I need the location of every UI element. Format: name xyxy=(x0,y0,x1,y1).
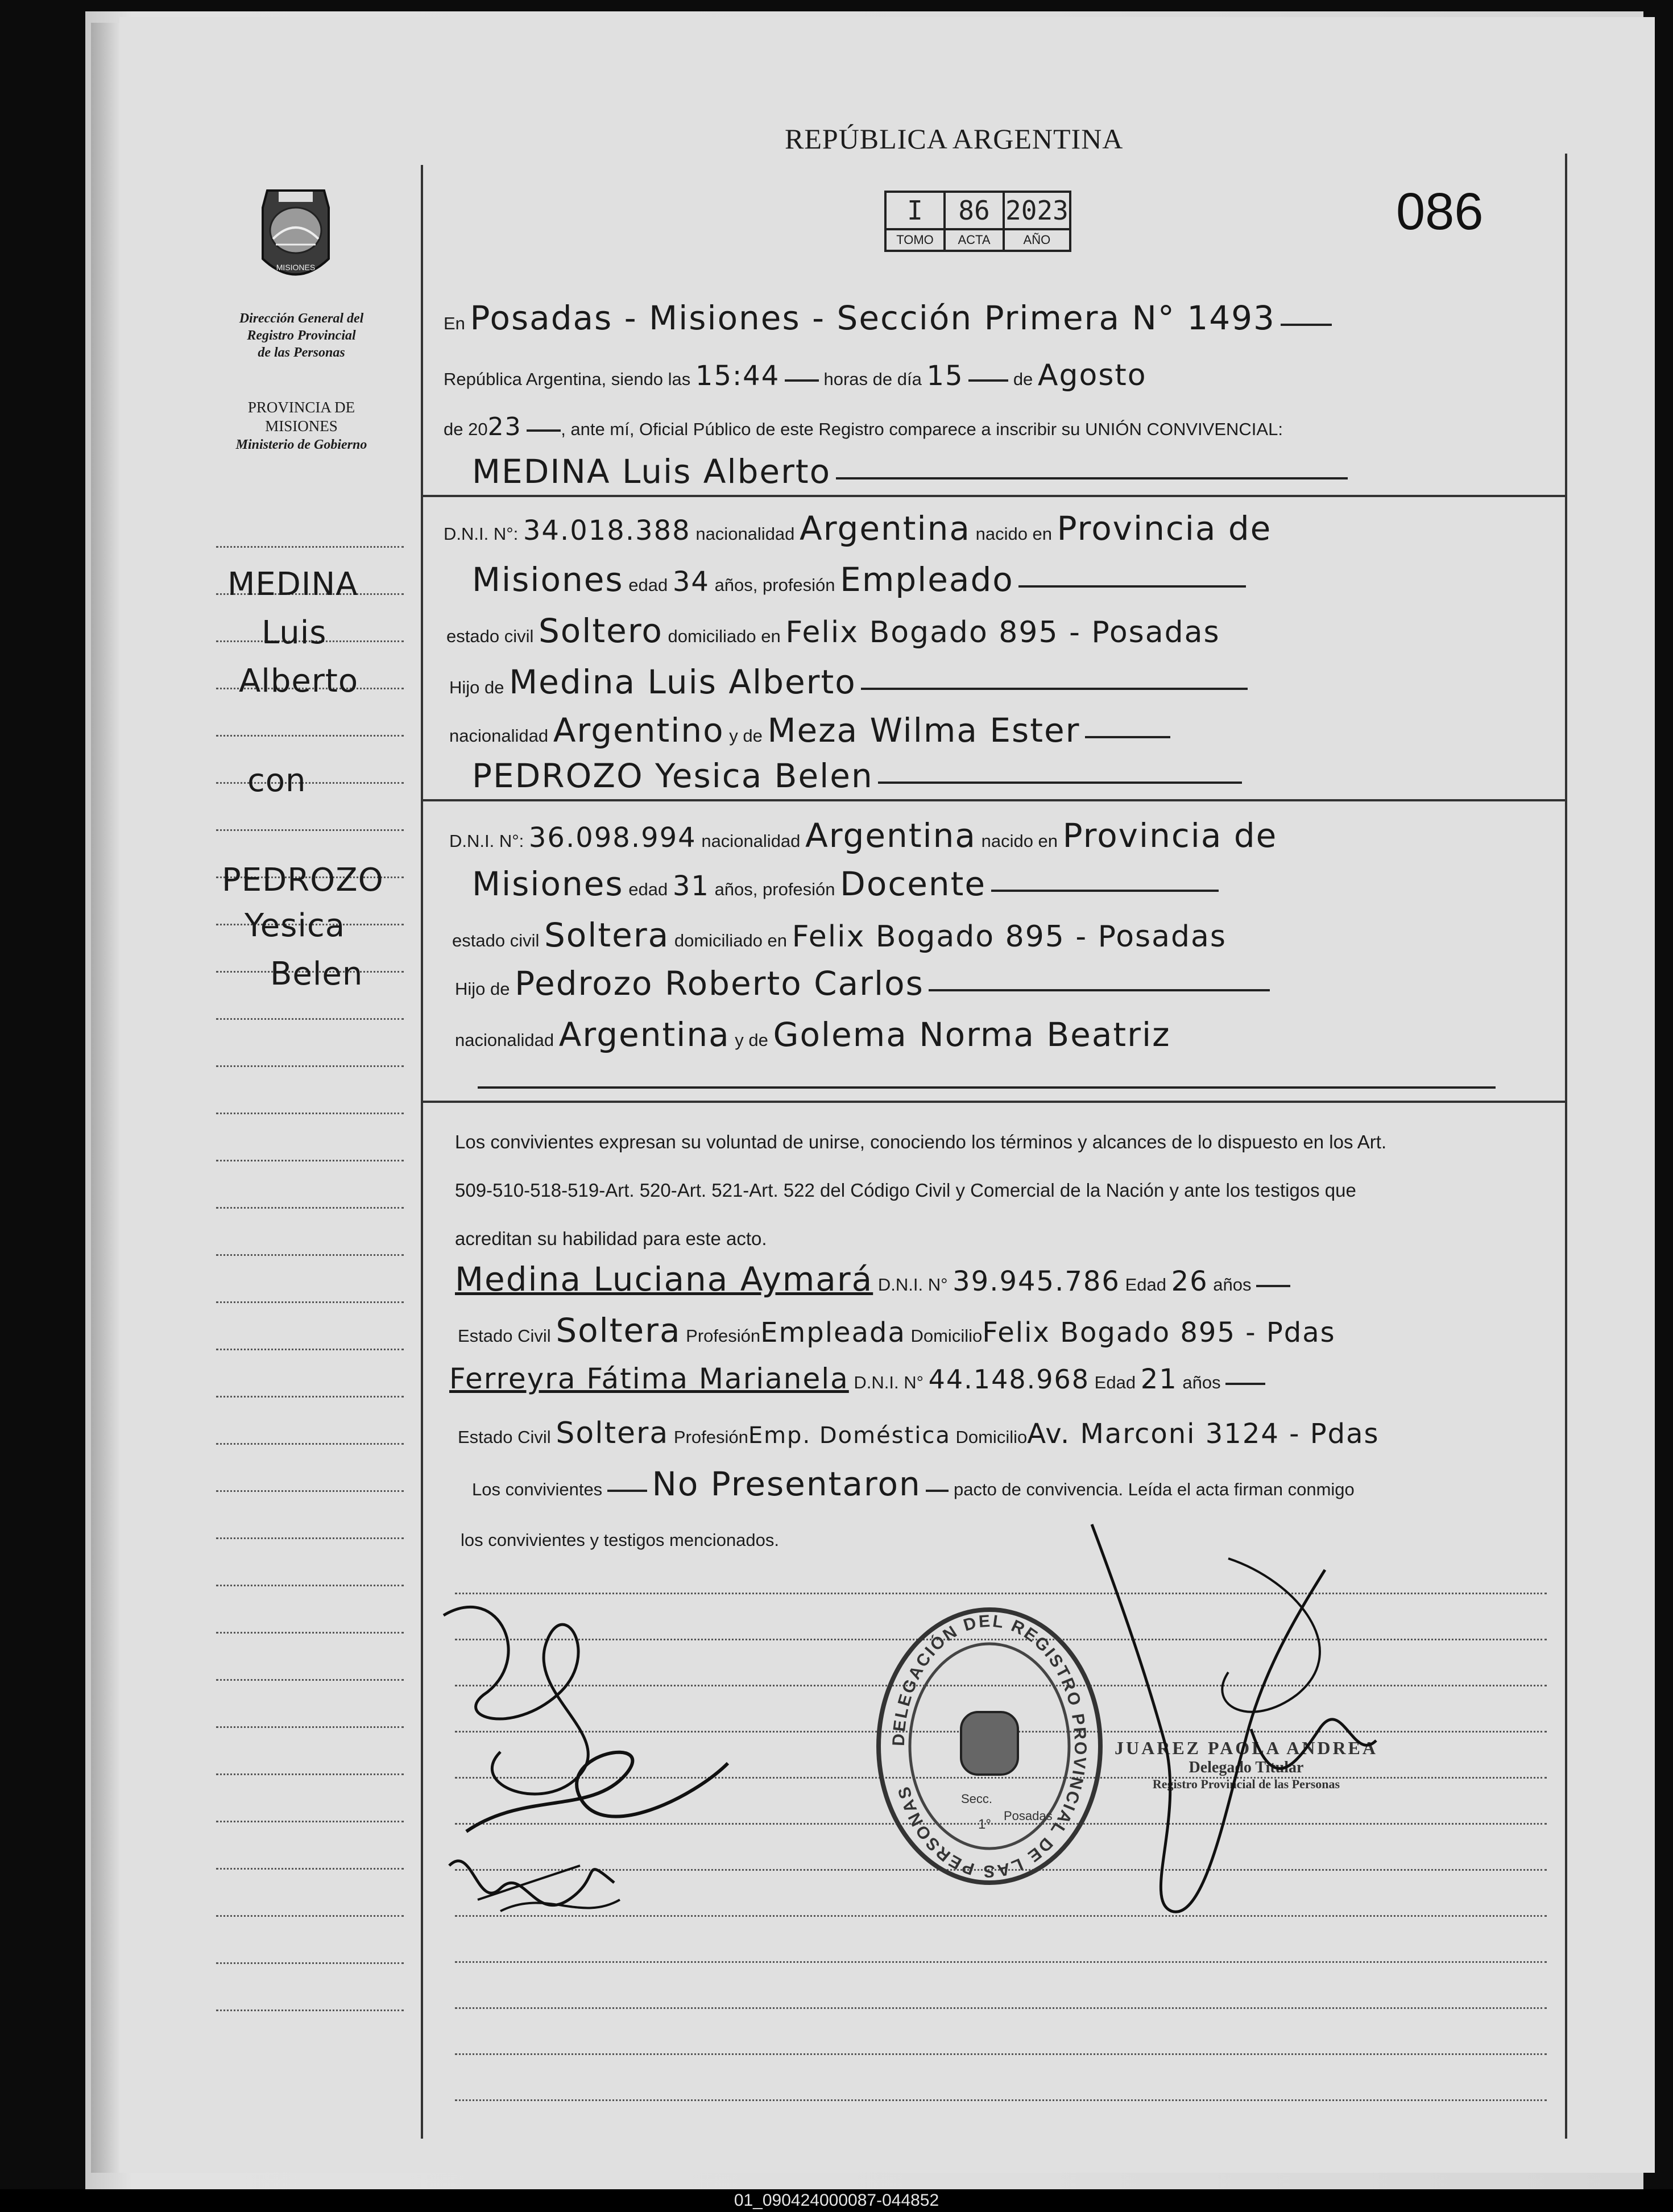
declaration-line-3: acreditan su habilidad para este acto. xyxy=(455,1228,767,1249)
party2-dni-label: D.N.I. N°: xyxy=(449,831,524,851)
year-suffix: 23 xyxy=(487,412,522,441)
margin-name-2a: PEDROZO xyxy=(222,862,384,899)
acta-label: ACTA xyxy=(945,229,1004,251)
witness2-anios-label: años xyxy=(1182,1372,1221,1392)
margin-lines xyxy=(216,546,404,2057)
republica-label: República Argentina, siendo las xyxy=(444,369,691,389)
tomo-label: TOMO xyxy=(885,229,945,251)
agency-line-1: Dirección General del xyxy=(239,311,364,326)
official-name: JUAREZ PAOLA ANDREA xyxy=(1115,1738,1378,1758)
party2-estado-row xyxy=(452,916,1227,954)
intro-time-row xyxy=(444,358,1147,392)
witness1-row xyxy=(455,1260,1290,1299)
party1-estado-row xyxy=(446,611,1220,650)
register-box xyxy=(884,191,1071,252)
party1-hijo-label: Hijo de xyxy=(449,677,504,697)
party2-closing-line xyxy=(478,1086,1496,1089)
party1-profesion: Empleado xyxy=(840,560,1014,599)
record-number: 086 xyxy=(1396,183,1484,241)
party2-hijo-row xyxy=(455,964,1270,1003)
witness1-edad-label: Edad xyxy=(1125,1275,1166,1295)
party2-nacido-label: nacido en xyxy=(981,831,1058,851)
party1-name-row xyxy=(472,452,1348,491)
party2-nacido: Provincia de xyxy=(1062,816,1278,855)
witness1-dni-label: D.N.I. N° xyxy=(877,1275,948,1295)
witness1-name: Medina Luciana Aymará xyxy=(455,1260,873,1299)
party1-domicilio: Felix Bogado 895 - Posadas xyxy=(785,615,1220,650)
party1-nac-label: nacionalidad xyxy=(695,524,795,544)
party1-yde-label: y de xyxy=(729,726,763,746)
declaration-line-1: Los convivientes expresan su voluntad de unirse, conociendo los términos y alcances de lo dispuesto en los Art. xyxy=(455,1131,1387,1152)
party-signatures-icon xyxy=(432,1547,751,1945)
party1-anios-label: años, profesión xyxy=(714,575,835,595)
party2-domicilio: Felix Bogado 895 - Posadas xyxy=(792,920,1227,954)
party2-edad-label: edad xyxy=(628,879,668,899)
province-line-2: MISIONES xyxy=(265,417,338,435)
party2-madre-row xyxy=(455,1015,1171,1054)
party2-dni-row xyxy=(449,816,1277,855)
witness1-domicilio-label: Domicilio xyxy=(910,1326,983,1346)
agency-line-2: Registro Provincial xyxy=(247,328,356,343)
party2-nacionalidad: Argentina xyxy=(805,816,976,855)
seal-inner-right: Posadas xyxy=(1004,1809,1053,1823)
intro-place-row xyxy=(444,299,1332,337)
horas-label: horas de día xyxy=(823,369,922,389)
section-divider-1 xyxy=(422,495,1566,497)
party2-padre: Pedrozo Roberto Carlos xyxy=(515,964,924,1003)
official-role: Delegado Titular xyxy=(1189,1759,1304,1776)
party2-nacido2: Misiones xyxy=(472,865,624,903)
margin-name-1a: MEDINA xyxy=(227,566,358,603)
party1-edad: 34 xyxy=(672,566,710,598)
party1-nacionalidad: Argentina xyxy=(800,509,971,548)
party2-domicilio-label: domiciliado en xyxy=(674,931,788,950)
witness1-anios-label: años xyxy=(1213,1275,1252,1295)
margin-name-1b: Luis xyxy=(262,614,327,651)
witness2-profesion: Emp. Doméstica xyxy=(748,1423,951,1449)
day-value: 15 xyxy=(926,360,964,392)
party1-edad-label: edad xyxy=(628,575,668,595)
witness2-estado-label: Estado Civil xyxy=(458,1427,551,1447)
crest-label: MISIONES xyxy=(276,263,316,272)
witness2-estado: Soltera xyxy=(556,1416,669,1450)
party1-nac-padre: Argentino xyxy=(553,711,724,750)
misiones-crest-icon xyxy=(256,185,336,290)
en-label: En xyxy=(444,313,465,333)
party2-nac-padre: Argentina xyxy=(558,1015,730,1054)
witness1-estado-label: Estado Civil xyxy=(458,1326,551,1346)
party1-edad-row xyxy=(472,560,1246,599)
witness2-detail-row xyxy=(458,1416,1380,1450)
statement-text: , ante mí, Oficial Público de este Registro comparece a inscribir su UNIÓN CONVIVENCIAL: xyxy=(561,419,1283,439)
witness2-name: Ferreyra Fátima Marianela xyxy=(449,1362,849,1395)
page-title: REPÚBLICA ARGENTINA xyxy=(785,123,1124,155)
form-right-border xyxy=(1565,154,1567,2139)
form-left-border xyxy=(421,165,423,2139)
party2-edad-row xyxy=(472,865,1219,903)
party1-dni: 34.018.388 xyxy=(523,515,691,547)
witness2-row xyxy=(449,1362,1265,1395)
time-value: 15:44 xyxy=(695,360,780,392)
party1-nacido: Provincia de xyxy=(1057,509,1272,548)
party1-estado: Soltero xyxy=(538,611,663,650)
party1-domicilio-label: domiciliado en xyxy=(668,626,781,646)
pacto-prefix: Los convivientes xyxy=(472,1479,603,1499)
margin-name-1c: Alberto xyxy=(239,663,359,700)
declaration-text xyxy=(455,1118,1547,1263)
party1-dni-row xyxy=(444,509,1272,548)
witness1-profesion-label: Profesión xyxy=(686,1326,761,1346)
party2-hijo-label: Hijo de xyxy=(455,979,510,999)
official-office: Registro Provincial de las Personas xyxy=(1152,1777,1340,1791)
party2-edad: 31 xyxy=(672,870,710,902)
witness2-edad-label: Edad xyxy=(1094,1372,1136,1392)
pacto-row xyxy=(472,1465,1355,1503)
scan-footer: 01_090424000087-044852 xyxy=(0,2189,1673,2212)
intro-year-row xyxy=(444,412,1283,441)
section-divider-2 xyxy=(422,799,1566,801)
witness2-profesion-label: Profesión xyxy=(673,1427,748,1447)
witness2-domicilio-label: Domicilio xyxy=(955,1427,1028,1447)
acta-value: 86 xyxy=(945,192,1004,229)
year-prefix: de 20 xyxy=(444,419,488,439)
margin-name-2b: Yesica xyxy=(245,907,346,944)
party2-estado-label: estado civil xyxy=(452,931,540,950)
party1-padre: Medina Luis Alberto xyxy=(509,663,856,701)
tomo-value: I xyxy=(885,192,945,229)
seal-inner-num: 1° xyxy=(978,1817,991,1832)
official-signature-icon xyxy=(1058,1502,1399,1934)
party2-profesion: Docente xyxy=(840,865,987,903)
pacto-suffix: pacto de convivencia. Leída el acta firman conmigo xyxy=(953,1479,1355,1499)
seal-inner-left: Secc. xyxy=(961,1792,993,1806)
place-value: Posadas - Misiones - Sección Primera N° 1493 xyxy=(470,299,1276,337)
anio-label: AÑO xyxy=(1004,229,1070,251)
margin-name-2c: Belen xyxy=(270,956,363,993)
witness1-profesion: Empleada xyxy=(760,1317,906,1349)
witness2-domicilio: Av. Marconi 3124 - Pdas xyxy=(1027,1418,1380,1450)
witness1-domicilio: Felix Bogado 895 - Pdas xyxy=(982,1317,1336,1349)
party2-estado: Soltera xyxy=(544,916,670,954)
section-divider-3 xyxy=(422,1101,1566,1103)
witness2-dni-label: D.N.I. N° xyxy=(854,1372,924,1392)
province-line-1: PROVINCIA DE xyxy=(247,399,355,416)
declaration-line-2: 509-510-518-519-Art. 520-Art. 521-Art. 522 del Código Civil y Comercial de la Nación y ante los testigos que xyxy=(455,1180,1356,1201)
party1-hijo-row xyxy=(449,663,1248,701)
party2-name-row xyxy=(472,756,1242,795)
party1-nacido-label: nacido en xyxy=(975,524,1053,544)
party1-madre-row xyxy=(449,711,1170,750)
party2-dni: 36.098.994 xyxy=(528,822,697,854)
witness2-dni: 44.148.968 xyxy=(928,1364,1090,1395)
pacto-value: No Presentaron xyxy=(652,1465,921,1503)
party1-name: MEDINA Luis Alberto xyxy=(472,452,831,491)
party1-estado-label: estado civil xyxy=(446,626,534,646)
witness1-edad: 26 xyxy=(1171,1266,1208,1297)
seal-ring-text: DELEGACIÓN DEL REGISTRO PROVINCIAL DE LAS PERSONAS xyxy=(889,1611,1090,1881)
party2-name: PEDROZO Yesica Belen xyxy=(472,756,873,795)
anio-value: 2023 xyxy=(1004,192,1070,229)
agency-name xyxy=(216,310,387,361)
witness1-dni: 39.945.786 xyxy=(953,1266,1120,1297)
province-block xyxy=(216,398,387,454)
witness2-edad: 21 xyxy=(1140,1363,1178,1395)
party2-nac-padre-label: nacionalidad xyxy=(455,1030,554,1050)
party1-madre: Meza Wilma Ester xyxy=(767,711,1080,750)
witness1-detail-row xyxy=(458,1311,1336,1350)
margin-con: con xyxy=(247,762,307,799)
witness1-estado: Soltera xyxy=(556,1311,681,1350)
closing-line-2: los convivientes y testigos mencionados. xyxy=(461,1530,780,1550)
party2-anios-label: años, profesión xyxy=(714,879,835,899)
month-value: Agosto xyxy=(1037,358,1147,392)
party1-dni-label: D.N.I. N°: xyxy=(444,524,519,544)
ministry-line: Ministerio de Gobierno xyxy=(235,437,367,452)
party2-nac-label: nacionalidad xyxy=(701,831,801,851)
party1-nacido2: Misiones xyxy=(472,560,624,599)
party2-yde-label: y de xyxy=(735,1030,768,1050)
party2-madre: Golema Norma Beatriz xyxy=(773,1015,1171,1054)
de-label: de xyxy=(1013,369,1033,389)
agency-line-3: de las Personas xyxy=(258,345,345,360)
party1-nac-padre-label: nacionalidad xyxy=(449,726,549,746)
